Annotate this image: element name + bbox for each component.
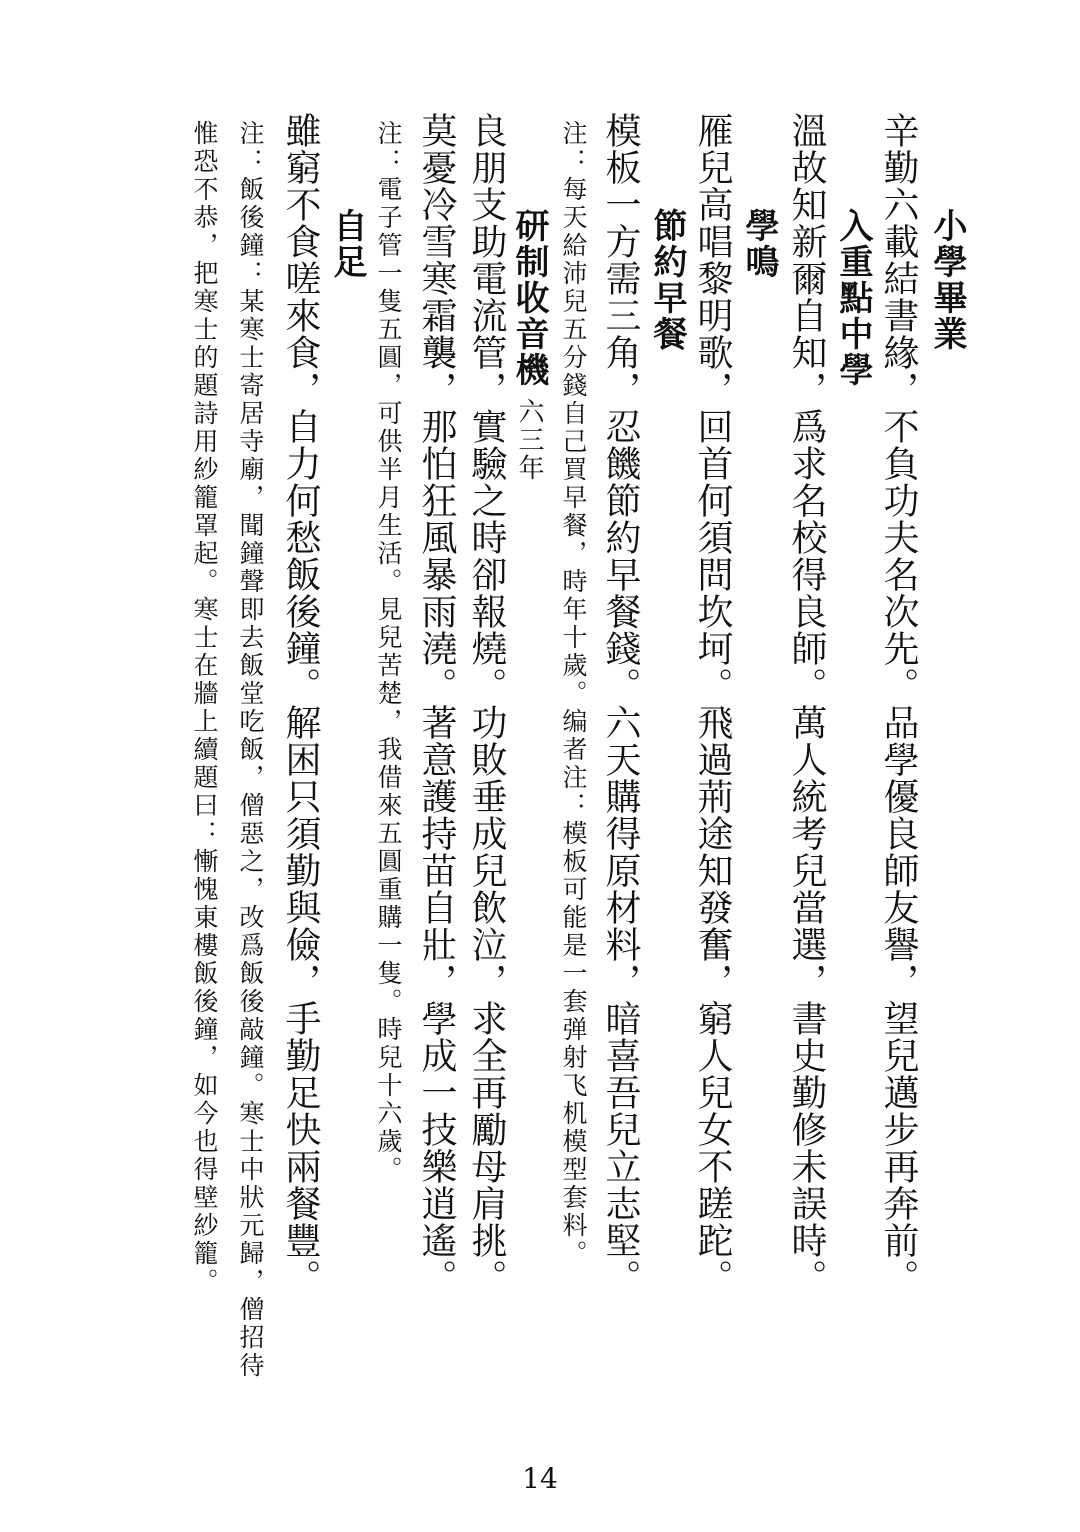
annotation-note: 注：飯後鐘：某寒士寄居寺廟，聞鐘聲即去飯堂吃飯，僧惡之，改爲飯後敲鐘。寒士中狀元歸，僧招待: [236, 120, 265, 1380]
page-number: 14: [522, 1462, 558, 1495]
poem-line: 溫故知新爾自知，爲求名校得良師。萬人統考兒當選，書史勤修未誤時。: [786, 112, 827, 1296]
poem-line: 模板一方需三角，忍饑節約早餐錢。六天購得原材料，暗喜吾兒立志堅。: [600, 112, 641, 1296]
annotation-note: 注：每天給沛兒五分錢自己買早餐，時年十歲。编者注：模板可能是一套弹射飞机模型套料。: [559, 120, 588, 1268]
section-title-breakfast: 節約早餐: [647, 208, 687, 352]
section-title-key-school: 入重點中學: [833, 208, 873, 388]
section-title-radio: [509, 208, 549, 482]
annotation-note: 注：電子管一隻五圓，可供半月生活。見兒苦楚，我借來五圓重購一隻。時兒十六歲。: [374, 120, 403, 1184]
section-title-self-sufficient: 自足: [327, 208, 367, 280]
poem-line: 雁兒高唱黎明歌，回首何須問坎坷。飛過荊途知發奮，窮人兒女不蹉跎。: [692, 112, 733, 1296]
section-title-xueming: 學鳴: [739, 208, 779, 280]
poem-line: 雖窮不食嗟來食，自力何愁飯後鐘。解困只須勤與儉，手勤足快兩餐豐。: [280, 112, 321, 1296]
poem-line: 莫憂冷雪寒霜襲，那怕狂風暴雨澆。著意護持苗自壯，學成一技樂逍遙。: [416, 112, 457, 1296]
section-title-graduation: 小學畢業: [927, 208, 967, 352]
section-year-note: 六三年: [514, 398, 544, 482]
poem-line: 良朋支助電流管，實驗之時卻報燒。功敗垂成兒飲泣，求全再勵母肩挑。: [466, 112, 507, 1296]
annotation-note: 惟恐不恭，把寒士的題詩用紗籠罩起。寒士在牆上續題曰：慚愧東樓飯後鐘，如今也得壁紗籠。: [190, 120, 219, 1296]
section-title-text: 研制收音機: [509, 208, 549, 388]
poem-line: 辛勤六載結書緣，不負功夫名次先。品學優良師友譽，望兒邁步再奔前。: [878, 112, 919, 1296]
